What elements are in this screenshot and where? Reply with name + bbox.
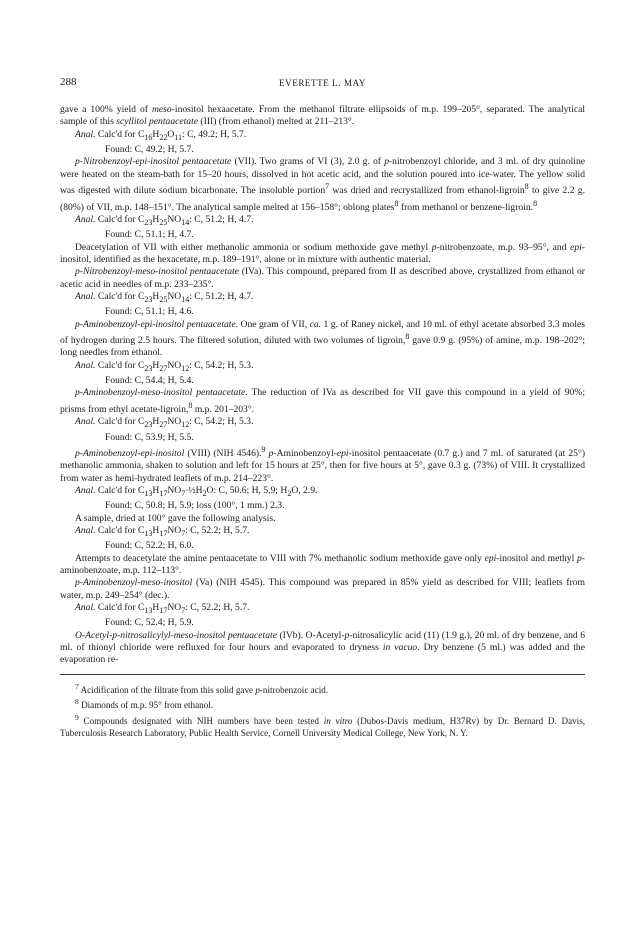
paragraph: p-Nitrobenzoyl-meso-inositol pentaacetate (IVa). This compound, prepared from II as described above, crystallized from ethanol or acetic acid in needles of m.p. 233–235°.	[60, 266, 586, 290]
paragraph: gave a 100% yield of meso-inositol hexaacetate. From the methanol filtrate ellipsoids of m.p. 199–205°, separated. The analytical sample of this scyllitol pentaacetate (III) (from ethanol) melted at 211–213°.	[60, 104, 585, 128]
analysis-line: Anal. Calc'd for $C_{23}H_{27}NO_{12}$: C, 54.2; H, 5.3.	[75, 416, 254, 430]
paragraph: p-Aminobenzoyl-epi-inositol (VIII) (NIH 4546).$^9$ p-Aminobenzoyl-epi-inositol pentaacetate (0.7 g.) and 7 ml. of saturated (at 25°) methanolic ammonia, shaken to solution and left for 15 hours at 25°, then for five hours at 5°, gave 0.3 g. (73%) of VIII. It crystallized from water as hemi-hydrated leaflets of m.p. 214–223°.	[60, 444, 586, 484]
analysis-line: Anal. Calc'd for $C_{13}H_{17}NO_7\cdot\frac{1}{2}H_2O$: C, 50.6; H, 5.9; $H_2O$, 2.9.	[75, 485, 318, 498]
article-body	[60, 104, 585, 667]
running-head: EVERETTE L. MAY	[279, 78, 366, 88]
found-line: Found: C, 52.4; H, 5.9.	[105, 617, 194, 629]
footnote: $^8$ Diamonds of m.p. 95° from ethanol.	[75, 697, 214, 711]
found-line: Found: C, 51.1; H, 4.6.	[105, 306, 194, 318]
footnote-rule	[60, 674, 585, 675]
paragraph: O-Acetyl-p-nitrosalicylyl-meso-inositol pentaacetate (IVb). O-Acetyl-p-nitrosalicylic acid (11) (1.9 g.), 20 ml. of dry benzene, and 6 ml. of thionyl chloride were refluxed for four hours and evaporated to dryness in vacuo. Dry benzene (5 ml.) was added and the evaporation re-	[60, 629, 585, 666]
paragraph: p-Aminobenzoyl-meso-inositol pentaacetate. The reduction of IVa as described for VII gave this compound in a yield of 90%; prisms from ethyl acetate-ligroin,$^8$ m.p. 201–203°.	[60, 387, 585, 415]
paragraph: Deacetylation of VII with either methanolic ammonia or sodium methoxide gave methyl p-nitrobenzoate, m.p. 93–95°, and epi-inositol, identified as the hexacetate, m.p. 189–191°, alone or in mixture with authentic material.	[60, 241, 585, 265]
found-line: Found: C, 49.2; H, 5.7.	[105, 143, 194, 155]
analysis-line: A sample, dried at 100° gave the following analysis.	[75, 512, 276, 524]
footnote: $^7$ Acidification of the filtrate from this solid gave p-nitrobenzoic acid.	[75, 681, 329, 695]
analysis-line: Anal. Calc'd for $C_{23}H_{25}NO_{14}$: C, 51.2; H, 4.7.	[75, 291, 254, 304]
found-line: Found: C, 52.2; H, 6.0.	[105, 540, 194, 552]
page-number: 288	[60, 76, 77, 88]
analysis-line: Anal. Calc'd for $C_{16}H_{22}O_{11}$: C, 49.2; H, 5.7.	[75, 128, 247, 142]
paragraph: p-Nitrobenzoyl-epi-inositol pentaacetate (VII). Two grams of VI (3), 2.0 g. of p-nitrobenzoyl chloride, and 3 ml. of dry quinoline were heated on the steam-bath for 15–20 hours, dissolved in hot acetic acid, and the solution poured into ice-water. The yellow solid was digested with dilute sodium bicarbonate. The insoluble portion$^7$ was dried and recrystallized from ethanol-ligroin$^8$ to give 2.2 g. (80%) of VII, m.p. 148–151°. The analytical sample melted at 156–158°; oblong plates$^8$ from methanol or benzene-ligroin.$^8$	[60, 156, 586, 213]
found-line: Found: C, 50.8; H, 5.9; loss (100°, 1 mm.) 2.3.	[105, 500, 285, 512]
footnotes	[60, 681, 585, 740]
found-line: Found: C, 51.1; H, 4.7.	[105, 229, 194, 241]
paragraph: Attempts to deacetylate the amine pentaacetate to VIII with 7% methanolic sodium methoxide gave only epi-inositol and methyl p-aminobenzoate, m.p. 112–113°.	[60, 552, 585, 576]
analysis-line: Anal. Calc'd for $C_{23}H_{27}NO_{12}$: C, 54.2; H, 5.3.	[75, 359, 254, 373]
paragraph: p-Aminobenzoyl-meso-inositol (Va) (NIH 4545). This compound was prepared in 85% yield as described for VIII; leaflets from water, m.p. 249–254° (dec.).	[60, 577, 585, 601]
analysis-line: Anal. Calc'd for $C_{13}H_{17}NO_7$: C, 52.2; H, 5.7.	[75, 525, 250, 538]
analysis-line: Anal. Calc'd for $C_{13}H_{17}NO_7$: C, 52.2; H, 5.7.	[75, 602, 250, 615]
found-line: Found: C, 53.9; H, 5.5.	[105, 431, 194, 443]
paragraph: p-Aminobenzoyl-epi-inositol pentaacetate. One gram of VII, ca. 1 g. of Raney nickel, and 10 ml. of ethyl acetate absorbed 3.3 moles of hydrogen during 2.5 hours. The filtered solution, diluted with two volumes of ligroin,$^8$ gave 0.9 g. (95%) of amine, m.p. 198–202°; long needles from ethanol.	[60, 318, 585, 359]
footnote: $^9$ Compounds designated with NIH numbers have been tested in vitro (Dubos-Davis medium, H37Rv) by Dr. Bernard D. Davis, Tuberculosis Research Laboratory, Public Health Service, Cornell University Medical College, New York, N. Y.	[60, 713, 586, 739]
found-line: Found: C, 54.4; H, 5.4.	[105, 375, 194, 387]
page-header	[60, 76, 585, 104]
analysis-line: Anal. Calc'd for $C_{23}H_{25}NO_{14}$: C, 51.2; H, 4.7.	[75, 214, 254, 227]
